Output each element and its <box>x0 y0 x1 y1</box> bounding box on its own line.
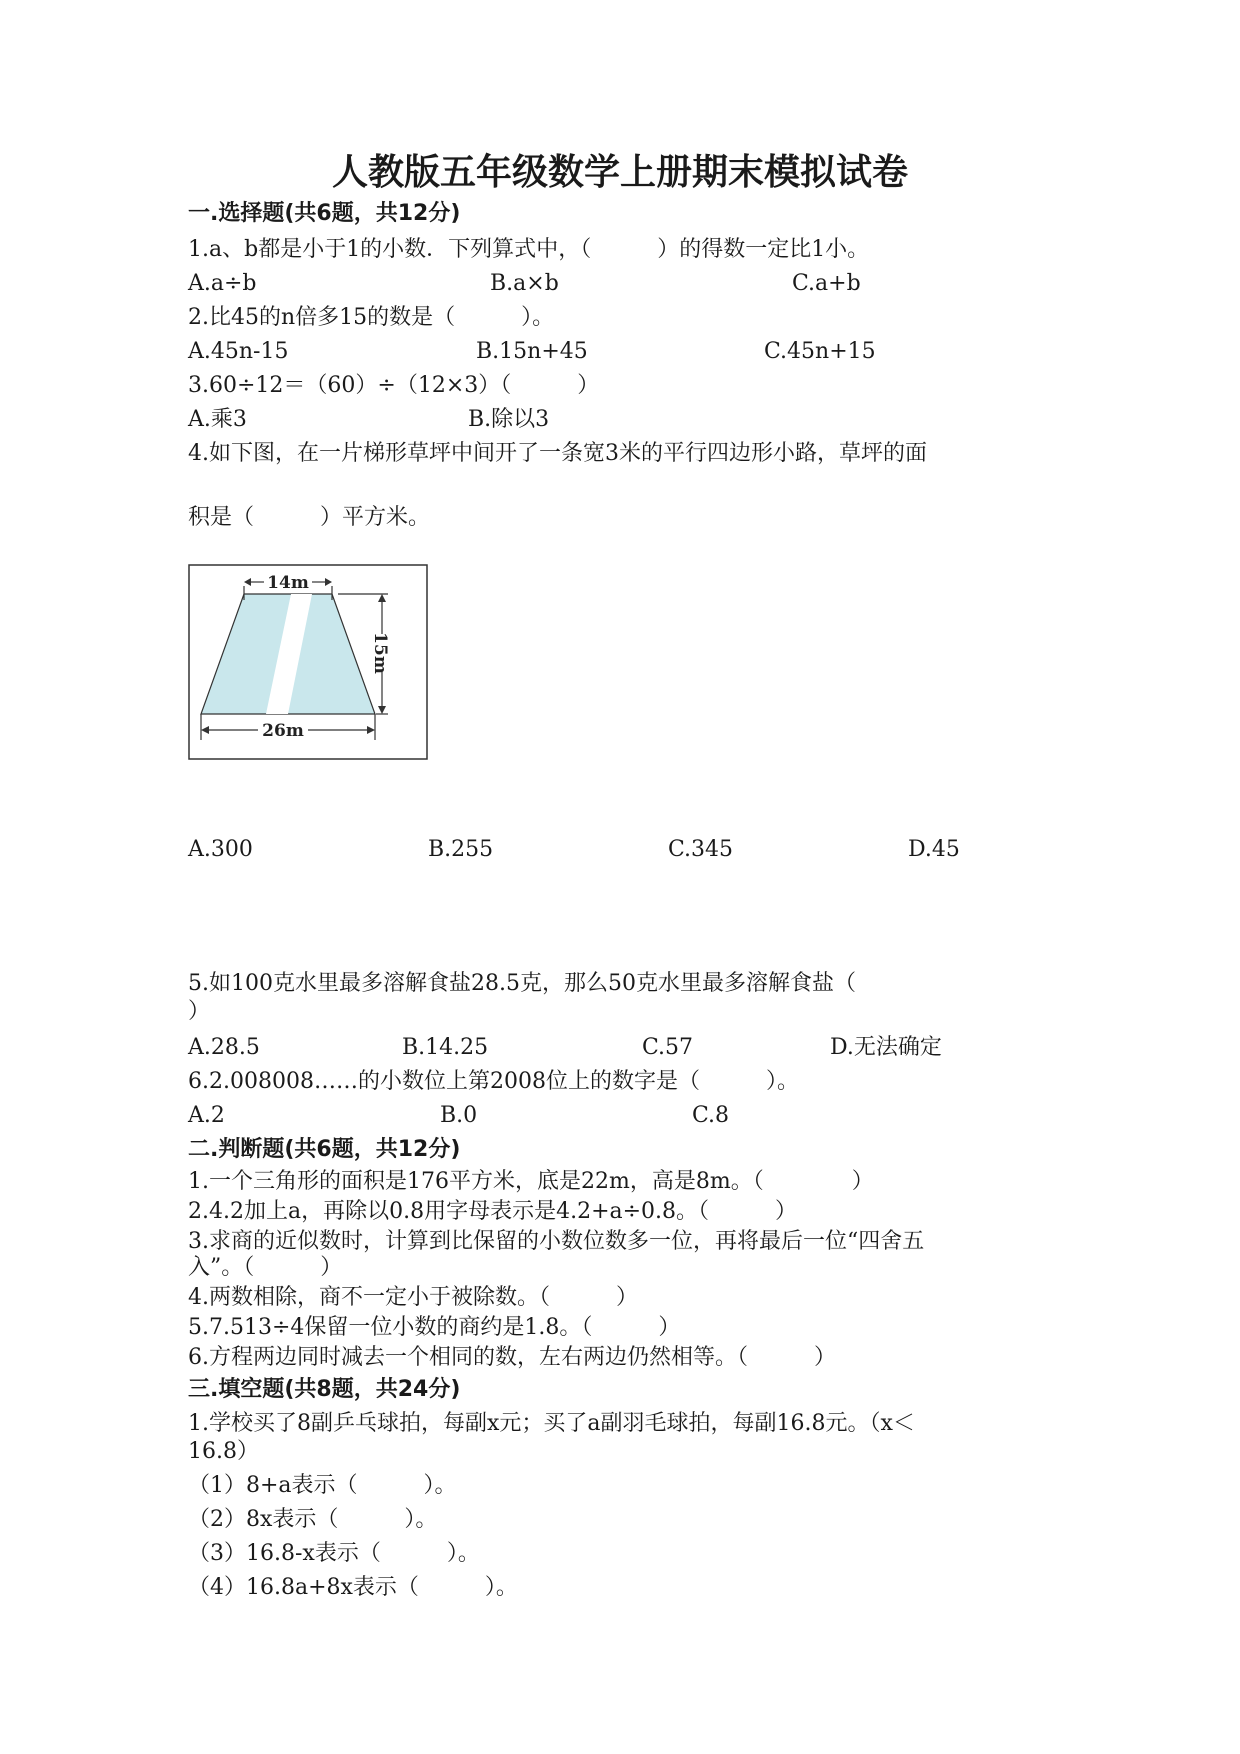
judge-item-3-line2: 入”。（ ） <box>188 1255 343 1280</box>
judge-item-1: 1.一个三角形的面积是176平方米，底是22m，高是8m。（ ） <box>188 1169 874 1194</box>
q4-option-c: C.345 <box>668 837 734 862</box>
q1-option-c: C.a+b <box>792 271 861 296</box>
bottom-base-label: 26m <box>262 721 304 741</box>
fill-question-1-line1: 1.学校买了8副乒乓球拍，每副x元；买了a副羽毛球拍，每副16.8元。（x＜ <box>188 1411 915 1436</box>
top-base-label: 14m <box>267 573 309 593</box>
q5-option-c: C.57 <box>642 1035 694 1060</box>
question-3: 3.60÷12＝（60）÷（12×3）（ ） <box>188 373 600 398</box>
fill-question-1-line2: 16.8） <box>188 1439 259 1464</box>
question-1: 1.a、b都是小于1的小数．下列算式中，（ ）的得数一定比1小。 <box>188 237 870 262</box>
q1-option-a: A.a÷b <box>188 271 257 296</box>
question-2: 2.比45的n倍多15的数是（ ）。 <box>188 305 555 330</box>
judge-item-4: 4.两数相除，商不一定小于被除数。（ ） <box>188 1285 638 1310</box>
fill-sub-3: （3）16.8-x表示（ ）。 <box>188 1541 480 1566</box>
q3-option-b: B.除以3 <box>468 407 550 432</box>
q4-option-b: B.255 <box>428 837 494 862</box>
judge-item-5: 5.7.513÷4保留一位小数的商约是1.8。（ ） <box>188 1315 681 1340</box>
question-4-line2: 积是（ ）平方米。 <box>188 505 431 530</box>
q5-option-a: A.28.5 <box>188 1035 260 1060</box>
q4-option-a: A.300 <box>188 837 253 862</box>
q1-option-b: B.a×b <box>490 271 559 296</box>
q6-option-a: A.2 <box>188 1103 225 1128</box>
q4-option-d: D.45 <box>908 837 960 862</box>
exam-title: 人教版五年级数学上册期末模拟试卷 <box>331 151 908 193</box>
question-6: 6.2.008008……的小数位上第2008位上的数字是（ ）。 <box>188 1069 799 1094</box>
judge-item-2: 2.4.2加上a，再除以0.8用字母表示是4.2+a÷0.8。（ ） <box>188 1199 798 1224</box>
question-5-line2: ） <box>188 999 211 1024</box>
height-label: 15m <box>370 632 390 674</box>
question-4-line1: 4.如下图，在一片梯形草坪中间开了一条宽3米的平行四边形小路，草坪的面 <box>188 441 927 466</box>
q2-option-c: C.45n+15 <box>764 339 876 364</box>
section-header-fill: 三.填空题(共8题，共24分) <box>188 1377 461 1402</box>
trapezoid-figure <box>188 564 428 760</box>
judge-item-3-line1: 3.求商的近似数时，计算到比保留的小数位数多一位，再将最后一位“四舍五 <box>188 1229 925 1254</box>
section-header-judge: 二.判断题(共6题，共12分) <box>188 1137 461 1162</box>
q6-option-c: C.8 <box>692 1103 730 1128</box>
trapezoid-diagram <box>188 564 428 760</box>
q2-option-b: B.15n+45 <box>476 339 588 364</box>
fill-sub-4: （4）16.8a+8x表示（ ）。 <box>188 1575 518 1600</box>
section-header-choice: 一.选择题(共6题，共12分) <box>188 201 461 226</box>
judge-item-6: 6.方程两边同时减去一个相同的数，左右两边仍然相等。（ ） <box>188 1345 836 1370</box>
q5-option-b: B.14.25 <box>402 1035 489 1060</box>
q5-option-d: D.无法确定 <box>830 1035 942 1060</box>
q6-option-b: B.0 <box>440 1103 478 1128</box>
fill-sub-2: （2）8x表示（ ）。 <box>188 1507 438 1532</box>
q2-option-a: A.45n-15 <box>188 339 289 364</box>
question-5-line1: 5.如100克水里最多溶解食盐28.5克，那么50克水里最多溶解食盐（ <box>188 971 856 996</box>
fill-sub-1: （1）8+a表示（ ）。 <box>188 1473 457 1498</box>
q3-option-a: A.乘3 <box>188 407 247 432</box>
